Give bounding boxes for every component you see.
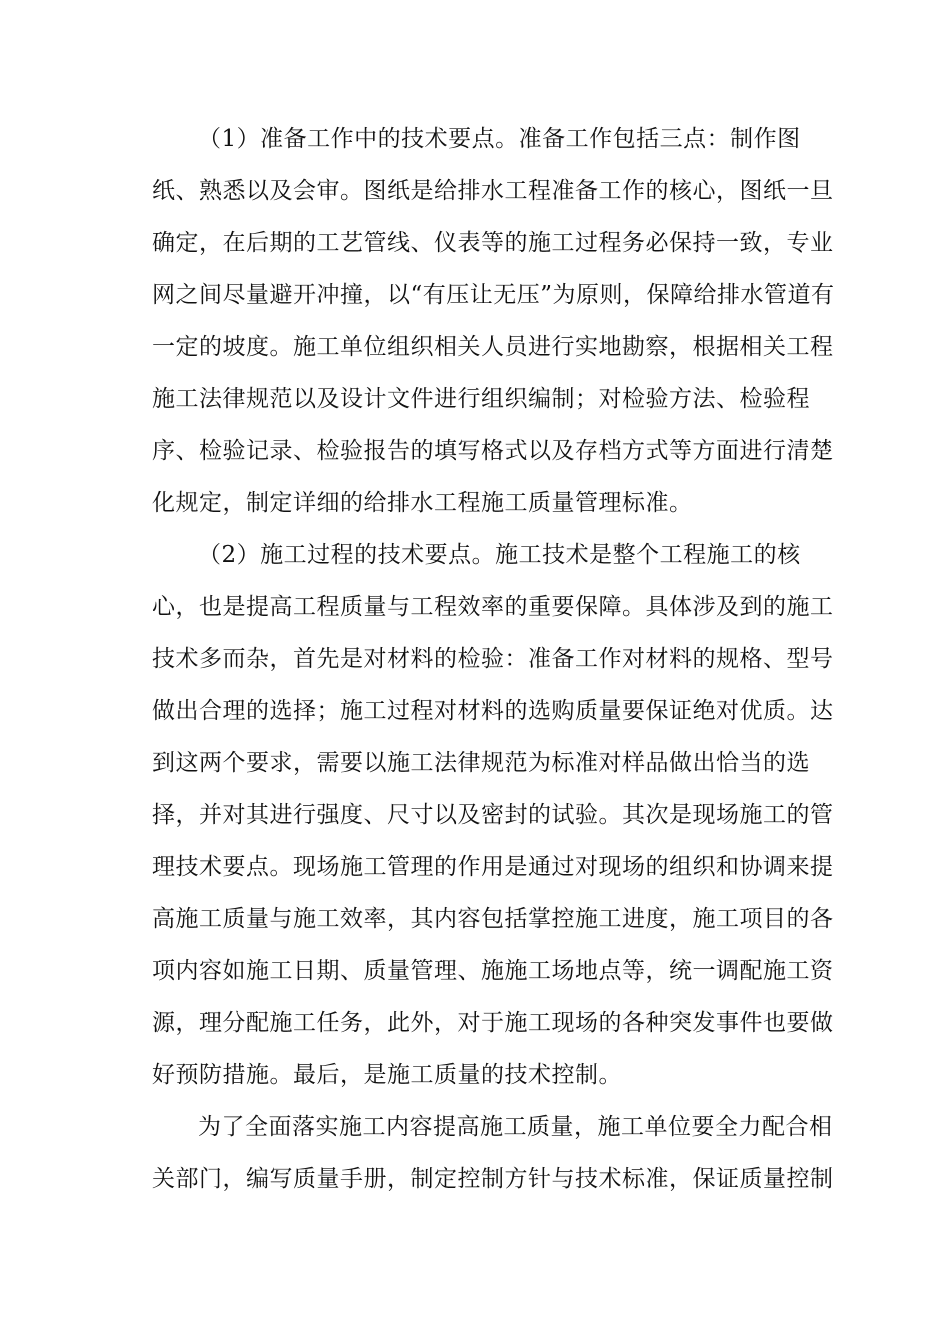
paragraph-2-line-3: 技术多而杂，首先是对材料的检验：准备工作对材料的规格、型号: [152, 646, 834, 672]
paragraph-1-line-1: （1）准备工作中的技术要点。准备工作包括三点：制作图: [198, 126, 801, 152]
paragraph-1-line-3: 确定，在后期的工艺管线、仪表等的施工过程务必保持一致，专业: [152, 230, 834, 256]
paragraph-3-line-1: 为了全面落实施工内容提高施工质量，施工单位要全力配合相: [198, 1114, 833, 1140]
paragraph-1-line-5: 一定的坡度。施工单位组织相关人员进行实地勘察，根据相关工程: [152, 334, 834, 360]
paragraph-1-line-7: 序、检验记录、检验报告的填写格式以及存档方式等方面进行清楚: [152, 438, 834, 464]
paragraph-1-line-8: 化规定，制定详细的给排水工程施工质量管理标准。: [152, 490, 693, 516]
paragraph-2-line-11: 好预防措施。最后，是施工质量的技术控制。: [152, 1062, 622, 1088]
paragraph-2-line-4: 做出合理的选择；施工过程对材料的选购质量要保证绝对优质。达: [152, 698, 834, 724]
paragraph-1-line-6: 施工法律规范以及设计文件进行组织编制；对检验方法、检验程: [152, 386, 810, 412]
paragraph-2-line-9: 项内容如施工日期、质量管理、施施工场地点等，统一调配施工资: [152, 958, 834, 984]
paragraph-2-line-1: （2）施工过程的技术要点。施工技术是整个工程施工的核: [198, 542, 801, 568]
paragraph-2-line-2: 心，也是提高工程质量与工程效率的重要保障。具体涉及到的施工: [152, 594, 834, 620]
paragraph-2-line-8: 高施工质量与施工效率，其内容包括掌控施工进度，施工项目的各: [152, 906, 834, 932]
paragraph-1-line-4: 网之间尽量避开冲撞，以“有压让无压”为原则，保障给排水管道有: [152, 282, 835, 308]
paragraph-2-line-5: 到这两个要求，需要以施工法律规范为标准对样品做出恰当的选: [152, 750, 810, 776]
paragraph-2-line-6: 择，并对其进行强度、尺寸以及密封的试验。其次是现场施工的管: [152, 802, 834, 828]
paragraph-1-line-2: 纸、熟悉以及会审。图纸是给排水工程准备工作的核心，图纸一旦: [152, 178, 834, 204]
paragraph-2-line-10: 源，理分配施工任务，此外，对于施工现场的各种突发事件也要做: [152, 1010, 834, 1036]
paragraph-2-line-7: 理技术要点。现场施工管理的作用是通过对现场的组织和协调来提: [152, 854, 834, 880]
paragraph-3-line-2: 关部门，编写质量手册，制定控制方针与技术标准，保证质量控制: [152, 1166, 834, 1192]
